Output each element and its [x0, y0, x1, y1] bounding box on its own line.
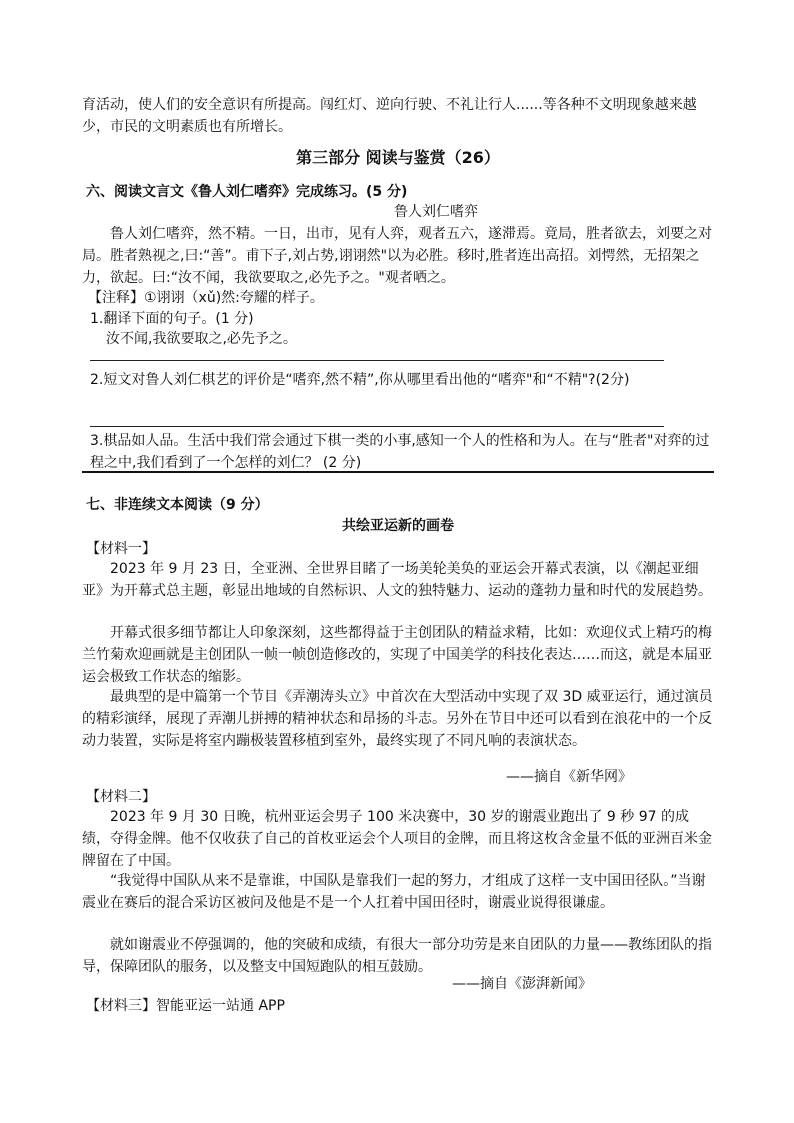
reading-title: 共绘亚运新的画卷 [342, 518, 454, 534]
material-1-paragraph-3: 最典型的是中篇第一个节目《弄潮涛头立》中首次在大型活动中实现了双 3D 威亚运行，通过演员的精彩演绎，展现了弄潮儿拼搏的精神状态和昂扬的斗志。另外在节目中还可以看到在浪花中的一个反动力装置，实际是将室内蹦极装置移植到室外，最终实现了不同凡响的表演状态。 [82, 689, 713, 749]
question-6-1: 1.翻译下面的句子。(1 分) [90, 311, 254, 327]
material-2-paragraph-3: 就如谢震业不停强调的，他的突破和成绩，有很大一部分功劳是来自团队的力量——教练团队的指导，保障团队的服务，以及整支中国短跑队的相互鼓励。 [82, 937, 712, 975]
material-3-label: 【材料三】智能亚运一站通 APP [86, 998, 285, 1014]
question-6-3: 3.棋品如人品。生活中我们常会通过下棋一类的小事,感知一个人的性格和为人。在与“胜者"对弈的过程之中,我们看到了一个怎样的刘仁？ (2 分) [90, 433, 710, 471]
question-6-1-sentence: 汝不闻,我欲要取之,必先予之。 [106, 331, 297, 347]
answer-line-1 [90, 360, 664, 361]
material-2-paragraph-1: 2023 年 9 月 30 日晚，杭州亚运会男子 100 米决赛中，30 岁的谢震业跑出了 9 秒 97 的成绩，夺得金牌。他不仅收获了自己的首枚亚运会个人项目的金牌，而且将这枚含金量不低的亚洲百米金牌留在了中国。 [82, 809, 712, 869]
q7-heading: 七、非连续文本阅读（9 分） [86, 497, 269, 513]
classical-passage: 鲁人刘仁嗜弈，然不精。一日，出市，见有人弈，观者五六，遂滞焉。竟局，胜者欲去，刘要之对局。胜者熟视之,曰:“善”。甫下子,刘占势,诩诩然"以为必胜。移时,胜者连出高招。刘愕然，无招架之力，欲起。曰:“汝不闻，我欲要取之,必先予之。"观者哂之。 [82, 226, 712, 286]
material-2-paragraph-2: “我觉得中国队从来不是靠谁，中国队是靠我们一起的努力，才组成了这样一支中国田径队。”当谢震业在赛后的混合采访区被问及他是不是一个人扛着中国田径时，谢震业说得很谦虚。 [82, 873, 706, 911]
material-1-paragraph-1: 2023 年 9 月 23 日，全亚洲、全世界目睹了一场美轮美奂的亚运会开幕式表演，以《潮起亚细亚》为开幕式总主题，彰显出地域的自然标识、人文的独特魅力、运动的蓬勃力量和时代的发展趋势。 [82, 561, 712, 599]
intro-paragraph: 育活动，使人们的安全意识有所提高。闯红灯、逆向行驶、不礼让行人......等各种不文明现象越来越少，市民的文明素质也有所增长。 [82, 97, 697, 135]
material-2-source: ——摘自《澎湃新闻》 [452, 976, 592, 992]
material-1-label: 【材料一】 [86, 541, 156, 557]
material-2-label: 【材料二】 [86, 789, 156, 805]
annotation-note: 【注释】①诩诩（xǔ)然:夸耀的样子。 [88, 290, 324, 306]
question-6-2: 2.短文对鲁人刘仁棋艺的评价是“嗜弈,然不精”,你从哪里看出他的“嗜弈"和“不精"?(2分) [90, 372, 630, 388]
material-1-source: ——摘自《新华网》 [506, 769, 632, 785]
material-1-paragraph-2: 开幕式很多细节都让人印象深刻，这些都得益于主创团队的精益求精，比如：欢迎仪式上精巧的梅兰竹菊欢迎画就是主创团队一帧一帧创造修改的，实现了中国美学的科技化表达……而这，就是本届亚运会极致工作状态的缩影。 [82, 625, 712, 685]
answer-line-2 [90, 426, 664, 427]
q6-heading: 六、阅读文言文《鲁人刘仁嗜弈》完成练习。(5 分) [86, 184, 408, 200]
passage-title: 鲁人刘仁嗜弈 [394, 204, 478, 220]
section-divider [82, 471, 714, 473]
part3-title: 第三部分 阅读与鉴赏（26） [296, 148, 500, 167]
